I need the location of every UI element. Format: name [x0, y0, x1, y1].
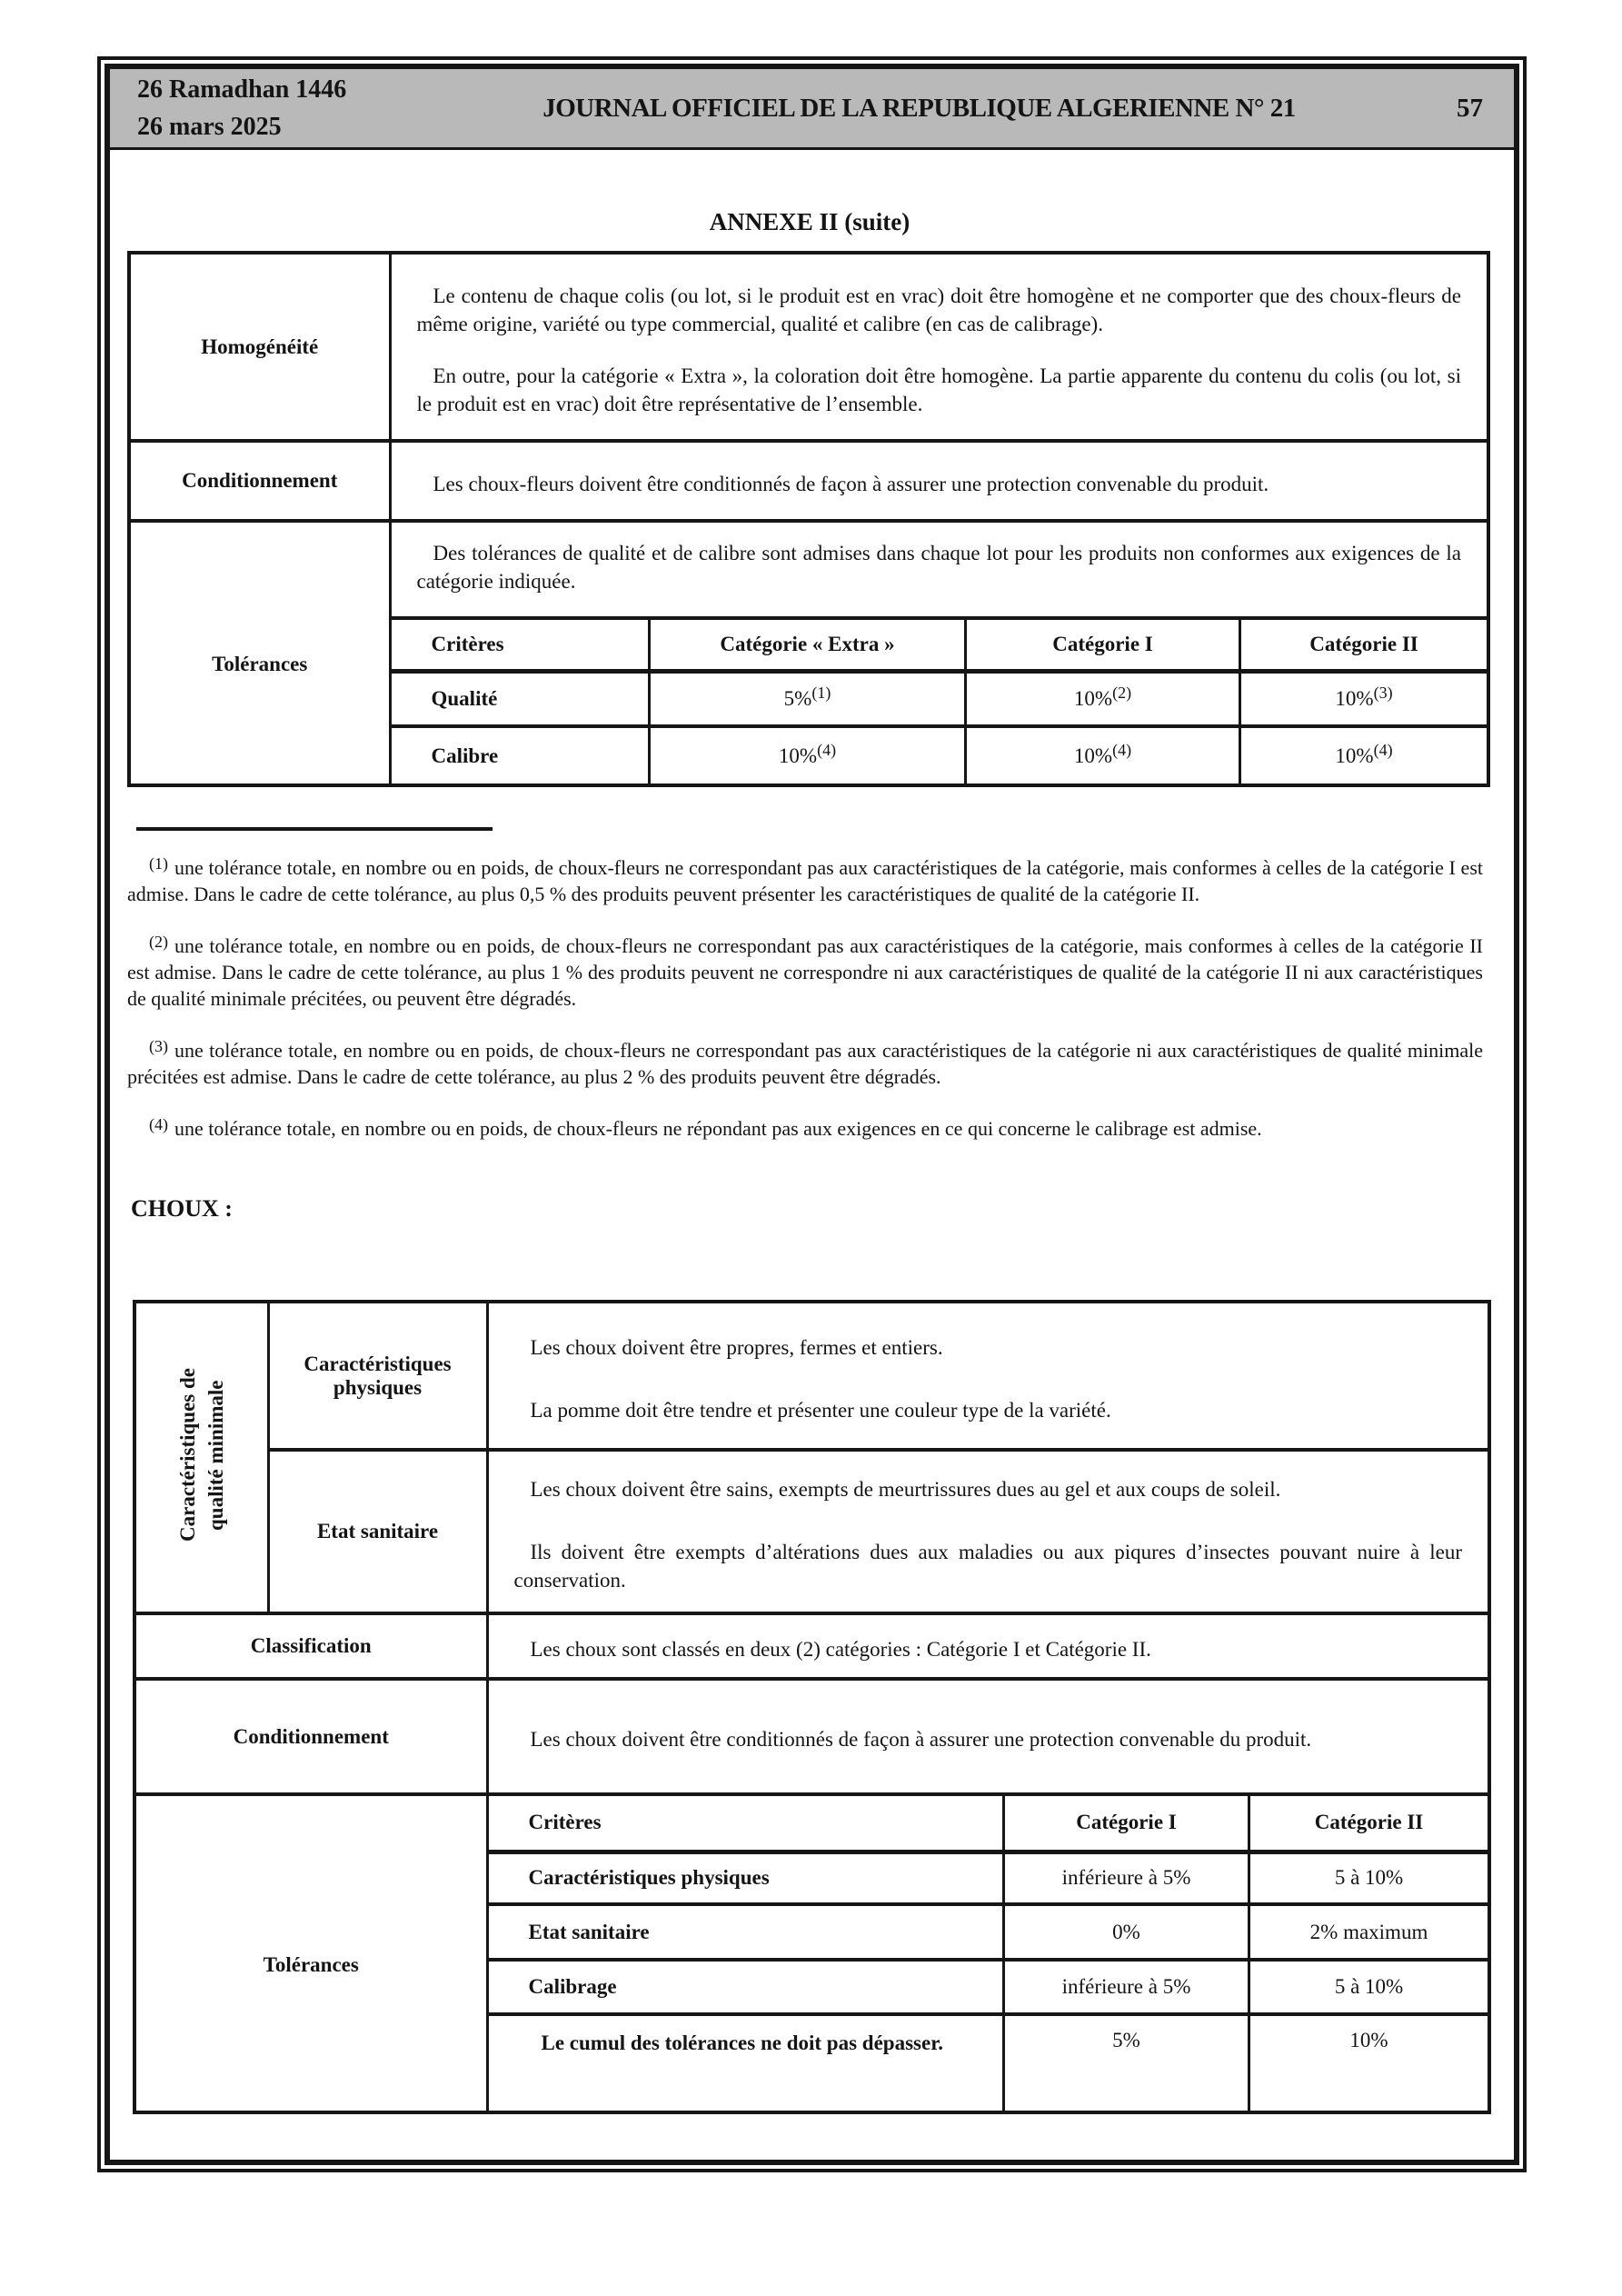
- tolerances-paragraph: Des tolérances de qualité et de calibre sont admises dans chaque lot pour les produits non conformes aux exigences de la catégorie indiquée.: [416, 542, 1461, 593]
- value-cell: [650, 671, 966, 726]
- value-cell: [650, 726, 966, 784]
- criteria-row-calibre: [392, 726, 1488, 784]
- footnote-text: une tolérance totale, en nombre ou en poids, de choux-fleurs ne correspondant pas aux caractéristiques de la catégorie, mais conformes à celles de la catégorie I est admise. Dans le cadre de cette tolérance, au plus 0,5 % des produits peuvent présenter les caractéristiques de qualité de la catégorie II.: [127, 856, 1483, 905]
- footnote-4: [127, 1115, 1483, 1142]
- table-row-homogeneite: [129, 253, 1488, 441]
- header-dates: [110, 71, 437, 145]
- sanitaire-paragraph-1: Les choux doivent être sains, exempts de meurtrissures dues au gel et aux coups de soleil.: [530, 1477, 1281, 1501]
- conditionnement-paragraph: Les choux-fleurs doivent être conditionnés de façon à assurer une protection convenable du produit.: [433, 472, 1269, 495]
- footnote-1: [127, 854, 1483, 907]
- footnote-text: une tolérance totale, en nombre ou en poids, de choux-fleurs ne correspondant pas aux caractéristiques de la catégorie ni aux caractéristiques de qualité minimale précitées est admise. Dans le cadre de cette tolérance, au plus 2 % des produits peuvent être dégradés.: [127, 1039, 1483, 1088]
- criterion-label: Etat sanitaire: [489, 1904, 1004, 1960]
- footnote-marker: (4): [149, 1115, 168, 1133]
- footnote-marker: (3): [149, 1037, 168, 1055]
- col-header-categorie-2: Catégorie II: [1240, 618, 1488, 671]
- sanitaire-paragraph-2: Ils doivent être exempts d’altérations dues aux maladies ou aux piqures d’insectes pouvant nuire à leur conservation.: [513, 1540, 1462, 1592]
- physiques-paragraph-1: Les choux doivent être propres, fermes et entiers.: [530, 1335, 943, 1359]
- criteria-row-sanitaire: [489, 1904, 1488, 1960]
- choux-section-heading: CHOUX :: [131, 1195, 233, 1222]
- footnote-ref: (3): [1373, 683, 1393, 702]
- criteria-header-row: [392, 618, 1488, 671]
- cabbage-table: [133, 1300, 1491, 2114]
- col-header-categorie-1: Catégorie I: [1004, 1796, 1249, 1852]
- footnote-3: [127, 1037, 1483, 1090]
- classification-content: [487, 1613, 1489, 1679]
- tolerances-choux-content: [487, 1794, 1489, 2112]
- col-header-criteres: Critères: [489, 1796, 1004, 1852]
- table-row-tolerances-choux: [134, 1794, 1489, 2112]
- homogeneite-paragraph-2: En outre, pour la catégorie « Extra », la coloration doit être homogène. La partie apparente du contenu du colis (ou lot, si le produit est en vrac) doit être représentative de l’ensemble.: [416, 364, 1461, 415]
- table-row-conditionnement-choux: [134, 1679, 1489, 1794]
- value-cell: [1240, 671, 1488, 726]
- row-label-tolerances-choux: Tolérances: [134, 1794, 487, 2112]
- criterion-label: Calibrage: [489, 1960, 1004, 2014]
- value-cell: 5 à 10%: [1249, 1960, 1488, 2014]
- value-cell: [966, 726, 1240, 784]
- row-label-classification: Classification: [134, 1613, 487, 1679]
- col-header-categorie-1: Catégorie I: [966, 618, 1240, 671]
- value-cell: [966, 671, 1240, 726]
- value: 5%: [783, 686, 812, 710]
- footnotes: [127, 854, 1483, 1142]
- value-cell: inférieure à 5%: [1004, 1852, 1249, 1904]
- journal-title: JOURNAL OFFICIEL DE LA REPUBLIQUE ALGERIENNE N° 21: [542, 93, 1296, 123]
- conditionnement-choux-paragraph: Les choux doivent être conditionnés de façon à assurer une protection convenable du produit.: [530, 1728, 1312, 1751]
- footnote-ref: (4): [1373, 740, 1393, 759]
- table-row-classification: [134, 1613, 1489, 1679]
- criterion-label: Caractéristiques physiques: [489, 1852, 1004, 1904]
- page-frame: [97, 56, 1527, 2172]
- homogeneite-content: [390, 253, 1488, 441]
- value-cell: 5%: [1004, 2014, 1249, 2111]
- conditionnement-choux-content: [487, 1679, 1489, 1794]
- row-label-tolerances: Tolérances: [129, 521, 390, 785]
- criteria-row-calibrage: [489, 1960, 1488, 2014]
- col-header-categorie-extra: Catégorie « Extra »: [650, 618, 966, 671]
- tolerances-intro: [392, 523, 1488, 616]
- table-row-sanitaire: [134, 1450, 1489, 1613]
- col-header-criteres: Critères: [392, 618, 650, 671]
- criteria-row-physiques: [489, 1852, 1488, 1904]
- row-label-conditionnement-choux: Conditionnement: [134, 1679, 487, 1794]
- page-frame-inner: [104, 64, 1519, 2165]
- value: 10%: [1073, 686, 1113, 710]
- quality-group-cell: [134, 1302, 268, 1613]
- page-number: 57: [1457, 93, 1483, 123]
- col-header-categorie-2: Catégorie II: [1249, 1796, 1488, 1852]
- row-label-homogeneite: Homogénéité: [129, 253, 390, 441]
- criteria-header-row: [489, 1796, 1488, 1852]
- classification-paragraph: Les choux sont classés en deux (2) catégories : Catégorie I et Catégorie II.: [530, 1637, 1151, 1661]
- footnote-text: une tolérance totale, en nombre ou en poids, de choux-fleurs ne répondant pas aux exigences en ce qui concerne le calibrage est admise.: [174, 1117, 1262, 1140]
- footnote-ref: (4): [1112, 740, 1132, 759]
- date-hijri: 26 Ramadhan 1446: [137, 75, 347, 104]
- cauliflower-table: [127, 251, 1490, 787]
- page-content: [110, 206, 1514, 2114]
- row-label-conditionnement: Conditionnement: [129, 441, 390, 521]
- criteria-row-qualite: [392, 671, 1488, 726]
- value: 10%: [1073, 744, 1113, 767]
- footnote-ref: (1): [811, 683, 831, 702]
- criterion-label: Qualité: [392, 671, 650, 726]
- table-row-physiques: [134, 1302, 1489, 1450]
- value-cell: 0%: [1004, 1904, 1249, 1960]
- footnote-marker: (1): [149, 854, 168, 873]
- date-gregorian: 26 mars 2025: [137, 113, 282, 141]
- tolerances-criteria-table: [392, 616, 1488, 784]
- physiques-paragraph-2: La pomme doit être tendre et présenter une couleur type de la variété.: [530, 1398, 1111, 1422]
- value-cell: 5 à 10%: [1249, 1852, 1488, 1904]
- footnote-text: une tolérance totale, en nombre ou en poids, de choux-fleurs ne correspondant pas aux caractéristiques de la catégorie, mais conformes à celles de la catégorie II est admise. Dans le cadre de cette tolérance, au plus 1 % des produits peuvent ne correspondre ni aux caractéristiques de qualité de la catégorie II ni aux caractéristiques de qualité minimale précitées, ou peuvent être dégradés.: [127, 934, 1483, 1010]
- value: 10%: [1335, 744, 1374, 767]
- footnote-ref: (4): [817, 740, 837, 759]
- physiques-content: [487, 1302, 1489, 1450]
- table-row-tolerances: [129, 521, 1488, 785]
- quality-group-label: Caractéristiques de qualité minimale: [175, 1368, 227, 1542]
- footnote-ref: (2): [1112, 683, 1132, 702]
- footnote-marker: (2): [149, 933, 168, 951]
- value-cell: [1240, 726, 1488, 784]
- page-header: [110, 69, 1514, 150]
- conditionnement-content: [390, 441, 1488, 521]
- homogeneite-paragraph-1: Le contenu de chaque colis (ou lot, si le produit est en vrac) doit être homogène et ne comporter que des choux-fleurs de même origine, variété ou type commercial, qualité et calibre (en cas de calibrage).: [416, 284, 1461, 335]
- row-label-physiques: Caractéristiques physiques: [268, 1302, 487, 1450]
- value-cell: 2% maximum: [1249, 1904, 1488, 1960]
- tolerances-content: [390, 521, 1488, 785]
- value: 10%: [1335, 686, 1374, 710]
- table-row-conditionnement: [129, 441, 1488, 521]
- criteria-row-cumul: [489, 2014, 1488, 2111]
- value-cell: 10%: [1249, 2014, 1488, 2111]
- criterion-label: Le cumul des tolérances ne doit pas dépasser.: [489, 2014, 1004, 2111]
- footnote-separator: [136, 827, 493, 831]
- footnote-2: [127, 933, 1483, 1012]
- value-cell: inférieure à 5%: [1004, 1960, 1249, 2014]
- tolerances-choux-criteria-table: [489, 1796, 1488, 2111]
- value: 10%: [778, 744, 818, 767]
- sanitaire-content: [487, 1450, 1489, 1613]
- criterion-label: Calibre: [392, 726, 650, 784]
- row-label-sanitaire: Etat sanitaire: [268, 1450, 487, 1613]
- annexe-title: ANNEXE II (suite): [709, 208, 911, 235]
